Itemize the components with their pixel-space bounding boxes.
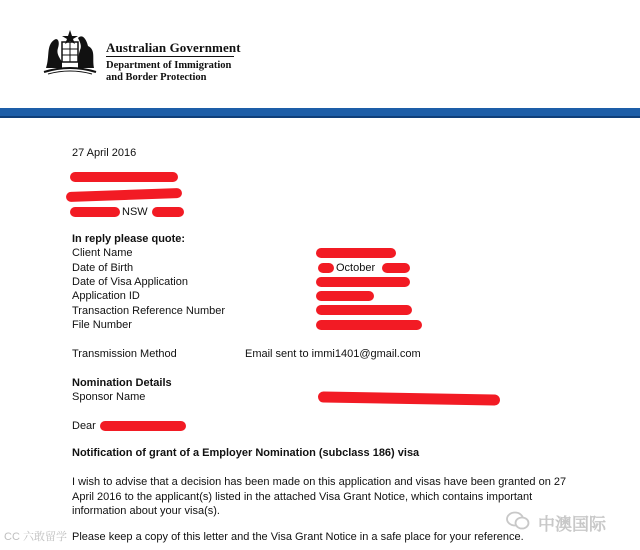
keep-copy-paragraph: Please keep a copy of this letter and the Visa Grant Notice in a safe place for your reference. — [72, 531, 524, 543]
redaction-file-number — [316, 320, 422, 330]
coat-of-arms-icon — [40, 28, 100, 76]
dob-value: October — [336, 262, 376, 274]
letterhead — [0, 0, 640, 118]
department-name — [106, 60, 231, 84]
watermark-left: CC 六敢留学 — [4, 531, 67, 543]
department-line-2: and Border Protection — [106, 72, 207, 83]
government-title: Australian Government — [106, 40, 241, 55]
redaction-sponsor-name — [318, 391, 500, 405]
reply-heading: In reply please quote: — [72, 233, 186, 245]
nomination-heading: Nomination Details — [72, 377, 172, 389]
redaction-address-2 — [66, 188, 182, 202]
decision-paragraph: I wish to advise that a decision has been made on this application and visas have been granted on 27 April 2016 to the applicant(s) listed in the attached Visa Grant Notice, which contains important information about your visa(s). — [72, 476, 567, 517]
watermark-right: 中澳国际 — [538, 515, 606, 534]
redaction-app-id — [316, 291, 374, 301]
redaction-dob-year — [382, 263, 410, 273]
wechat-icon — [506, 511, 530, 531]
address-state: NSW — [122, 206, 148, 218]
redaction-client-name — [316, 248, 396, 258]
header-bar — [0, 108, 640, 116]
salutation: Dear — [72, 420, 96, 432]
redaction-address-1 — [70, 172, 178, 182]
header-bar-shadow — [0, 116, 640, 118]
department-line-1: Department of Immigration — [106, 60, 232, 71]
file-number-label: File Number — [72, 319, 132, 331]
redaction-address-4 — [152, 207, 184, 217]
redaction-recipient-name — [100, 421, 186, 431]
date-of-application-label: Date of Visa Application — [72, 276, 188, 288]
transaction-reference-label: Transaction Reference Number — [72, 305, 226, 317]
title-divider — [106, 56, 234, 57]
redaction-dob-day — [318, 263, 334, 273]
dob-label: Date of Birth — [72, 262, 134, 274]
sponsor-name-label: Sponsor Name — [72, 391, 146, 403]
notification-heading: Notification of grant of a Employer Nomination (subclass 186) visa — [72, 447, 420, 459]
client-name-label: Client Name — [72, 247, 133, 259]
letter-date: 27 April 2016 — [72, 147, 137, 159]
redaction-trn — [316, 305, 412, 315]
application-id-label: Application ID — [72, 290, 140, 302]
transmission-label: Transmission Method — [72, 348, 177, 360]
redaction-app-date — [316, 277, 410, 287]
redaction-address-3 — [70, 207, 120, 217]
transmission-value: Email sent to immi1401@gmail.com — [245, 348, 421, 360]
